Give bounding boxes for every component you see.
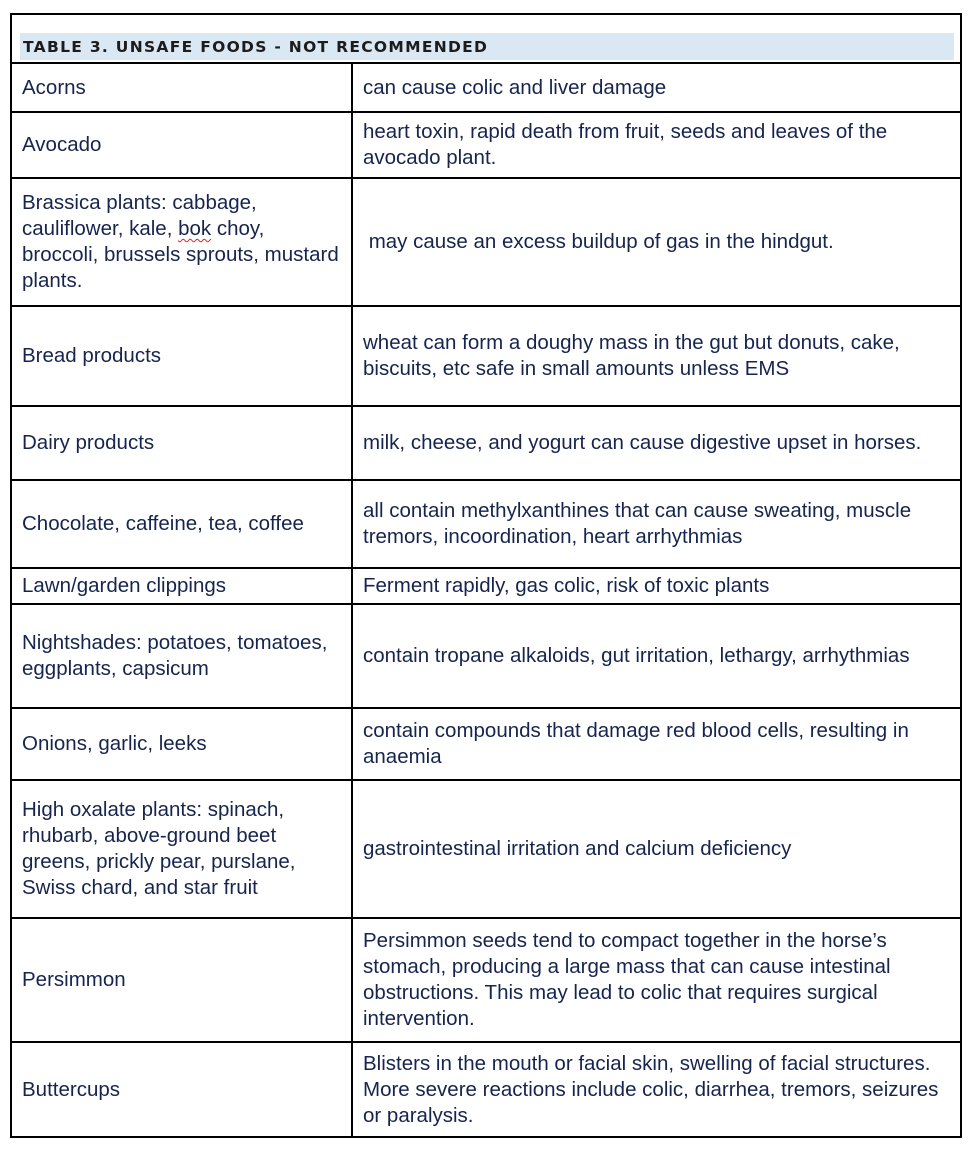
reason-cell: wheat can form a doughy mass in the gut but donuts, cake, biscuits, etc safe in small amounts unless EMS [352,306,960,406]
reason-cell: Ferment rapidly, gas colic, risk of toxic plants [352,568,960,604]
food-cell [12,178,352,306]
food-cell: Bread products [12,306,352,406]
foods-grid [12,64,960,1136]
reason-cell: contain tropane alkaloids, gut irritation, lethargy, arrhythmias [352,604,960,708]
reason-cell: heart toxin, rapid death from fruit, seeds and leaves of the avocado plant. [352,112,960,178]
food-cell: Nightshades: potatoes, tomatoes, eggplants, capsicum [12,604,352,708]
reason-cell: milk, cheese, and yogurt can cause digestive upset in horses. [352,406,960,480]
food-cell: Onions, garlic, leeks [12,708,352,780]
food-cell: Lawn/garden clippings [12,568,352,604]
food-cell: Buttercups [12,1042,352,1136]
food-cell: Avocado [12,112,352,178]
table-title-row [12,15,960,64]
reason-cell: all contain methylxanthines that can cause sweating, muscle tremors, incoordination, heart arrhythmias [352,480,960,568]
food-cell: High oxalate plants: spinach, rhubarb, above-ground beet greens, prickly pear, purslane, Swiss chard, and star fruit [12,780,352,918]
table-row [12,306,960,406]
reason-cell: may cause an excess buildup of gas in the hindgut. [352,178,960,306]
food-cell: Dairy products [12,406,352,480]
table-title: TABLE 3. UNSAFE FOODS - NOT RECOMMENDED [20,33,954,60]
food-text: Brassica plants: cabbage, cauliflower, kale, [22,191,257,240]
table-row [12,112,960,178]
food-cell: Chocolate, caffeine, tea, coffee [12,480,352,568]
table-row [12,568,960,604]
reason-cell: contain compounds that damage red blood cells, resulting in anaemia [352,708,960,780]
spellcheck-flagged-word: bok [178,217,212,240]
food-text: choy, broccoli, brussels sprouts, mustard plants. [22,217,339,292]
table-row [12,604,960,708]
reason-cell: can cause colic and liver damage [363,75,667,99]
table-row [12,64,960,112]
table-row [12,780,960,918]
unsafe-foods-table [10,13,962,1138]
reason-cell: Blisters in the mouth or facial skin, swelling of facial structures. More severe reactions include colic, diarrhea, tremors, seizures or paralysis. [352,1042,960,1136]
table-row [12,708,960,780]
reason-cell: Persimmon seeds tend to compact together in the horse’s stomach, producing a large mass that can cause intestinal obstructions. This may lead to colic that requires surgical intervention. [352,918,960,1042]
food-cell: Acorns [12,64,352,112]
reason-cell: gastrointestinal irritation and calcium deficiency [352,780,960,918]
table-row [12,178,960,306]
table-row [12,1042,960,1136]
food-cell: Persimmon [12,918,352,1042]
table-row [12,406,960,480]
table-row [12,480,960,568]
table-row [12,918,960,1042]
